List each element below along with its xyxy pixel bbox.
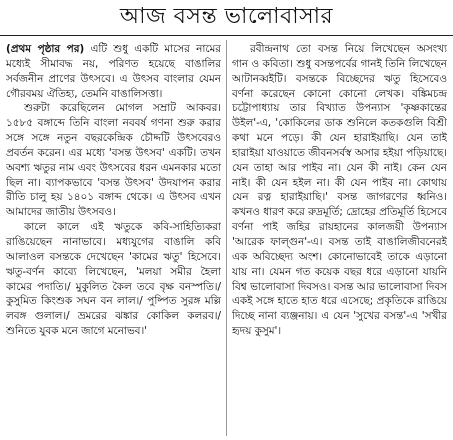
left-para-1	[6, 42, 221, 101]
right-para-1: রবীন্দ্রনাথ তো বসন্ত নিয়ে লিখেছেন অসংখ্য গান ও কবিতা। শুধু বসন্তপর্বের গানই তিনি লিখেছেন আটানব্বইটি। বসন্তকে বিচ্ছেদের ঋতু হিসেবেও বর্ণনা করেছেন কোনো কোনো লেখক। বঙ্কিমচন্দ্র চট্টোপাধ্যায় তার বিখ্যাত উপন্যাস 'কৃষ্ণকান্তের উইল'-এ, 'কোকিলের ডাক শুনিলে কতকগুলি বিশ্রী কথা মনে পড়ে। কী যেন হারাইয়াছি। যেন তাই হারাইয়া যাওয়াতে জীবনসর্বস্ব অসার হইয়া পড়িয়াছে। যেন তাহা আর পাইব না। যেন কী নাই। কেন যেন নাই। কী যেন হইল না। কী যেন পাইব না। কোথায় যেন রত্ন হারাইয়াছি।' বসন্ত জাগরণের ধ্বনিও। কখনও ধারণ করে রুদ্রমূর্তি; দ্রোহের প্রতিমূর্তি হিসেবে বর্ণনা পাই জহির রায়হানের কালজয়ী উপন্যাস 'আরেক ফাল্গুন'-এ। বসন্ত তাই বাঙালিজীবনেরই এক অবিচ্ছেদ্য অংশ। কোনোভাবেই তাকে এড়ানো যায় না। যেমন গত কয়েক বছর ধরে এড়ানো যায়নি বিশ্ব ভালোবাসা দিবসও। বসন্ত আর ভালোবাসা দিবস একই সঙ্গে হাতে হাত ধরে এসেছে; প্রকৃতিকে রাঙিয়ে দিচ্ছে নানা ব্যঞ্জনায়। এ যেন 'সুখের বসন্ত'-এ 'সখীর হৃদয় কুসুম'।	[232, 43, 447, 338]
left-column	[6, 42, 221, 434]
left-para-1-text: এটি শুধু একটি মাসের নামের মধ্যেই সীমাবদ্ধ নয়, পরিণত হয়েছে বাঙালির সর্বজনীন প্রাণের উৎসবে। এ উৎসব বাংলার যেমন গৌরবময় ঐতিহ্য, তেমনি বাঙালিসত্তা।	[6, 43, 221, 100]
left-para-3: কালে কালে এই ঋতুকে কবি-সাহিত্যিকরা রাঙিয়েছেন নানাভাবে। মধ্যযুগের বাঙালি কবি আলাওল বসন্তকে দেখেছেন 'কামের ঋতু' হিসেবে। ঋতু-বর্ণন কাব্যে লিখেছেন, 'মলয়া সমীর হৈলা কামের পদাতি।/ মুকুলিত কৈল তবে বৃক্ষ বনস্পতি।/ কুসুমিত কিংশুক সঘন বন লাল।/ পুষ্পিত সুরঙ্গ মল্লি লবঙ্গ গুলাল।/ ভ্রমরের ঝঙ্কার কোকিল কলরব।/ শুনিতে যুবক মনে জাগে মনোভব।'	[6, 221, 221, 338]
left-para-2: শুরুটা করেছিলেন মোগল সম্রাট আকবর। ১৫৮৫ বঙ্গাব্দে তিনি বাংলা নববর্ষ গণনা শুরু করার সঙ্গে সঙ্গে নতুন বছরকেন্দ্রিক চৌদ্দটি উৎসবেরও প্রবর্তন করেন। এর মধ্যে 'বসন্ত উৎসব' একটি। তখন অবশ্য ঋতুর নাম এবং উৎসবের ধরন এমনকার মতো ছিল না। ব্যাপকভাবে 'বসন্ত উৎসব' উদযাপন করার রীতি চালু হয় ১৪০১ বঙ্গাব্দ থেকে। এ উৎসব এখন আমাদের জাতীয় উৎসবও।	[6, 102, 221, 219]
article-headline: আজ বসন্ত ভালোবাসার	[0, 0, 453, 36]
article-body	[6, 42, 447, 434]
right-column	[232, 42, 447, 434]
continued-from-label: (প্রথম পৃষ্ঠার পর)	[6, 43, 85, 55]
